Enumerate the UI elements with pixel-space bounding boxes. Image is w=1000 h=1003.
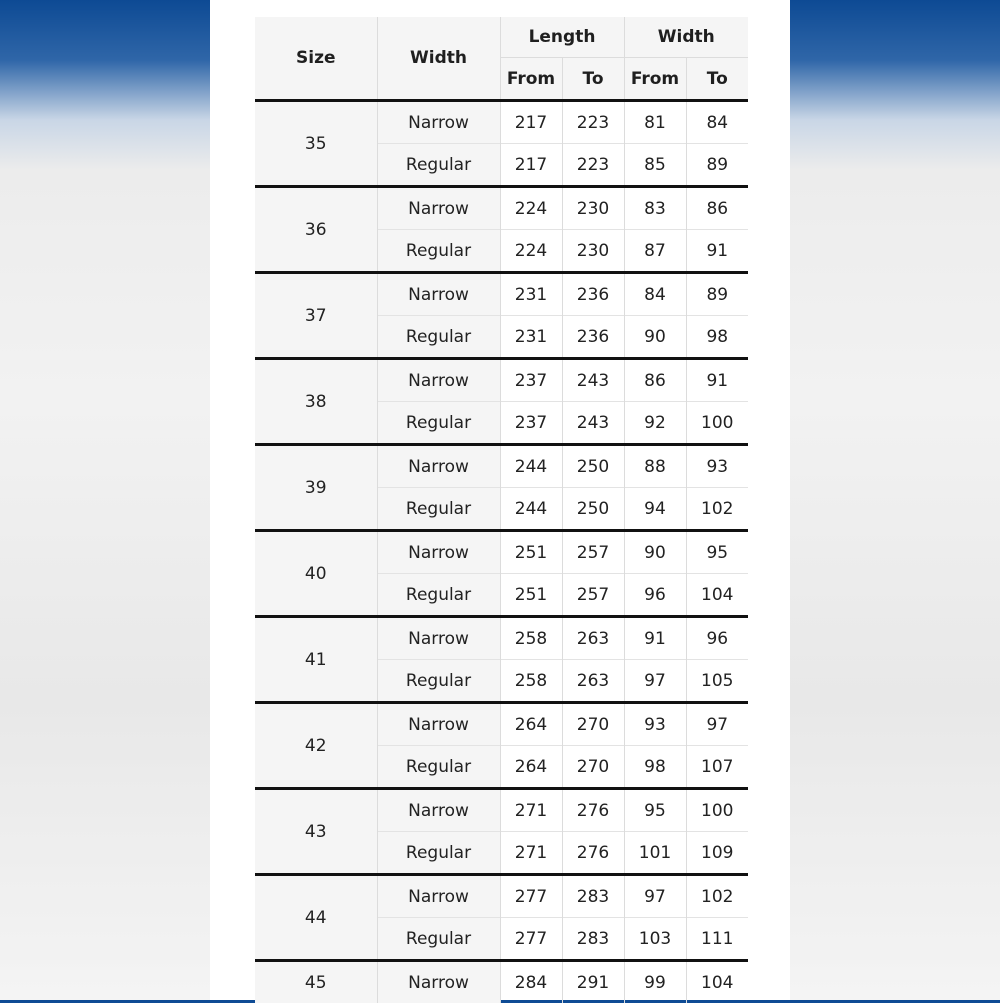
- table-row: [255, 961, 748, 1003]
- length-to-cell: 257: [562, 574, 624, 617]
- length-to-cell: 236: [562, 316, 624, 359]
- length-from-cell: 264: [500, 703, 562, 746]
- length-from-cell: 271: [500, 789, 562, 832]
- length-to-cell: 236: [562, 273, 624, 316]
- width-to-cell: 102: [686, 488, 748, 531]
- length-from-cell: 258: [500, 617, 562, 660]
- width-from-cell: 85: [624, 144, 686, 187]
- header-length-group: Length: [500, 17, 624, 58]
- length-to-cell: 263: [562, 617, 624, 660]
- length-from-cell: 284: [500, 961, 562, 1003]
- width-to-cell: 100: [686, 402, 748, 445]
- width-from-cell: 97: [624, 875, 686, 918]
- length-from-cell: 237: [500, 359, 562, 402]
- width-to-cell: 91: [686, 230, 748, 273]
- width-from-cell: 83: [624, 187, 686, 230]
- width-to-cell: 97: [686, 703, 748, 746]
- length-from-cell: 258: [500, 660, 562, 703]
- width-type-cell: Regular: [377, 144, 500, 187]
- width-type-cell: Regular: [377, 230, 500, 273]
- length-from-cell: 271: [500, 832, 562, 875]
- width-to-cell: 89: [686, 144, 748, 187]
- width-type-cell: Narrow: [377, 101, 500, 144]
- width-from-cell: 96: [624, 574, 686, 617]
- width-from-cell: 91: [624, 617, 686, 660]
- length-to-cell: 243: [562, 359, 624, 402]
- width-type-cell: Narrow: [377, 445, 500, 488]
- table-row: [255, 101, 748, 144]
- width-type-cell: Narrow: [377, 617, 500, 660]
- length-to-cell: 283: [562, 918, 624, 961]
- width-from-cell: 90: [624, 316, 686, 359]
- length-from-cell: 217: [500, 101, 562, 144]
- header-width-from: From: [624, 58, 686, 101]
- header-width-to: To: [686, 58, 748, 101]
- width-from-cell: 86: [624, 359, 686, 402]
- header-width-group: Width: [624, 17, 748, 58]
- width-to-cell: 93: [686, 445, 748, 488]
- length-to-cell: 263: [562, 660, 624, 703]
- width-to-cell: 109: [686, 832, 748, 875]
- length-from-cell: 217: [500, 144, 562, 187]
- width-type-cell: Narrow: [377, 875, 500, 918]
- width-to-cell: 84: [686, 101, 748, 144]
- width-type-cell: Narrow: [377, 359, 500, 402]
- width-from-cell: 99: [624, 961, 686, 1003]
- size-cell: 42: [255, 703, 377, 789]
- width-to-cell: 104: [686, 574, 748, 617]
- width-to-cell: 98: [686, 316, 748, 359]
- width-type-cell: Regular: [377, 918, 500, 961]
- table-row: [255, 703, 748, 746]
- length-from-cell: 224: [500, 230, 562, 273]
- length-to-cell: 230: [562, 230, 624, 273]
- table-header: [255, 17, 748, 101]
- length-to-cell: 250: [562, 488, 624, 531]
- width-type-cell: Regular: [377, 832, 500, 875]
- size-chart-sheet: [210, 0, 790, 1000]
- width-type-cell: Regular: [377, 488, 500, 531]
- width-from-cell: 103: [624, 918, 686, 961]
- width-to-cell: 100: [686, 789, 748, 832]
- length-from-cell: 224: [500, 187, 562, 230]
- width-from-cell: 90: [624, 531, 686, 574]
- length-to-cell: 270: [562, 746, 624, 789]
- width-from-cell: 101: [624, 832, 686, 875]
- table-body: [255, 101, 748, 1003]
- width-type-cell: Narrow: [377, 703, 500, 746]
- length-to-cell: 250: [562, 445, 624, 488]
- length-from-cell: 251: [500, 531, 562, 574]
- table-row: [255, 445, 748, 488]
- width-from-cell: 93: [624, 703, 686, 746]
- width-from-cell: 88: [624, 445, 686, 488]
- length-from-cell: 251: [500, 574, 562, 617]
- width-to-cell: 86: [686, 187, 748, 230]
- width-type-cell: Narrow: [377, 789, 500, 832]
- header-size: Size: [255, 17, 377, 101]
- header-width: Width: [377, 17, 500, 101]
- width-to-cell: 102: [686, 875, 748, 918]
- length-to-cell: 223: [562, 101, 624, 144]
- length-from-cell: 244: [500, 488, 562, 531]
- width-type-cell: Regular: [377, 402, 500, 445]
- length-from-cell: 277: [500, 918, 562, 961]
- length-to-cell: 276: [562, 789, 624, 832]
- width-type-cell: Regular: [377, 746, 500, 789]
- width-to-cell: 111: [686, 918, 748, 961]
- width-from-cell: 92: [624, 402, 686, 445]
- width-from-cell: 94: [624, 488, 686, 531]
- width-type-cell: Regular: [377, 574, 500, 617]
- width-to-cell: 96: [686, 617, 748, 660]
- size-cell: 38: [255, 359, 377, 445]
- size-cell: 41: [255, 617, 377, 703]
- size-chart-table: [255, 17, 748, 1003]
- width-type-cell: Narrow: [377, 273, 500, 316]
- table-row: [255, 187, 748, 230]
- table-row: [255, 273, 748, 316]
- width-from-cell: 84: [624, 273, 686, 316]
- width-type-cell: Narrow: [377, 961, 500, 1003]
- length-to-cell: 243: [562, 402, 624, 445]
- size-cell: 40: [255, 531, 377, 617]
- width-to-cell: 95: [686, 531, 748, 574]
- length-from-cell: 277: [500, 875, 562, 918]
- size-cell: 37: [255, 273, 377, 359]
- size-cell: 44: [255, 875, 377, 961]
- header-length-to: To: [562, 58, 624, 101]
- length-from-cell: 264: [500, 746, 562, 789]
- length-to-cell: 276: [562, 832, 624, 875]
- width-type-cell: Narrow: [377, 187, 500, 230]
- width-to-cell: 104: [686, 961, 748, 1003]
- length-to-cell: 230: [562, 187, 624, 230]
- length-from-cell: 231: [500, 316, 562, 359]
- size-cell: 45: [255, 961, 377, 1003]
- size-cell: 35: [255, 101, 377, 187]
- length-to-cell: 283: [562, 875, 624, 918]
- width-type-cell: Regular: [377, 660, 500, 703]
- width-type-cell: Narrow: [377, 531, 500, 574]
- width-type-cell: Regular: [377, 316, 500, 359]
- length-from-cell: 244: [500, 445, 562, 488]
- width-from-cell: 81: [624, 101, 686, 144]
- width-to-cell: 107: [686, 746, 748, 789]
- table-row: [255, 789, 748, 832]
- width-to-cell: 89: [686, 273, 748, 316]
- width-from-cell: 98: [624, 746, 686, 789]
- header-length-from: From: [500, 58, 562, 101]
- table-row: [255, 875, 748, 918]
- table-row: [255, 531, 748, 574]
- width-from-cell: 95: [624, 789, 686, 832]
- length-to-cell: 270: [562, 703, 624, 746]
- table-row: [255, 359, 748, 402]
- length-to-cell: 291: [562, 961, 624, 1003]
- size-cell: 36: [255, 187, 377, 273]
- width-to-cell: 105: [686, 660, 748, 703]
- width-to-cell: 91: [686, 359, 748, 402]
- table-row: [255, 617, 748, 660]
- width-from-cell: 97: [624, 660, 686, 703]
- length-to-cell: 223: [562, 144, 624, 187]
- size-cell: 43: [255, 789, 377, 875]
- length-from-cell: 237: [500, 402, 562, 445]
- size-cell: 39: [255, 445, 377, 531]
- width-from-cell: 87: [624, 230, 686, 273]
- length-from-cell: 231: [500, 273, 562, 316]
- length-to-cell: 257: [562, 531, 624, 574]
